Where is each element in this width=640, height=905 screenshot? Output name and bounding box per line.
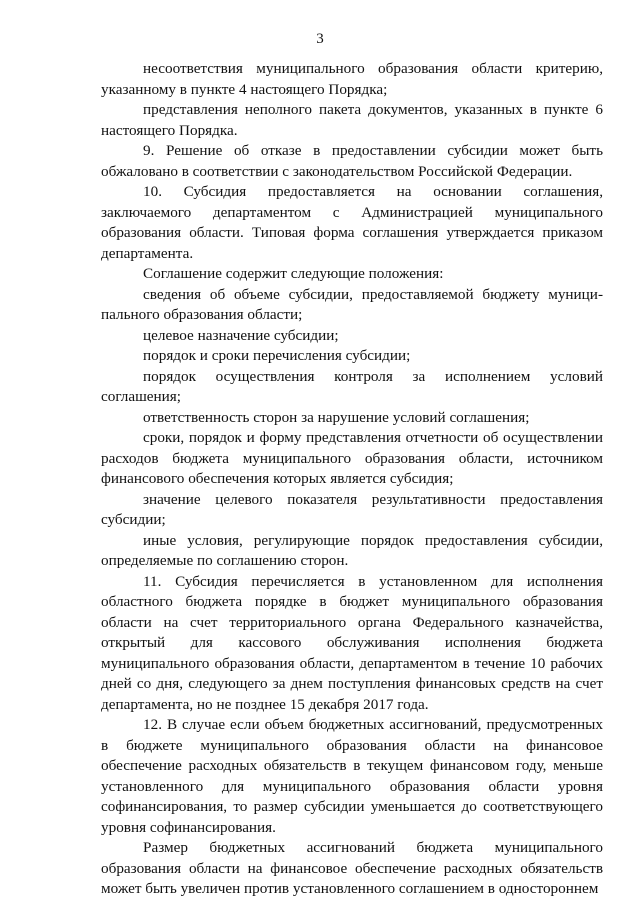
paragraph: 9. Решение об отказе в предоставлении субсидии может быть обжаловано в соответствии с законодательством Российской Федерации. [101, 142, 603, 180]
document-body [101, 59, 603, 900]
paragraph: сроки, порядок и форму представления отчетности об осуществлении расходов бюджета муниципального образования области, источником финансового обеспечения которых является субсидия; [101, 429, 603, 487]
paragraph: порядок осуществления контроля за исполнением условий соглашения; [101, 367, 603, 405]
paragraph: целевое назначение субсидии; [143, 326, 339, 344]
paragraph: Размер бюджетных ассигнований бюджета муниципального образования области на финансовое обеспечение расходных обязательств может быть увеличен против установленного соглашением в одностороннем [101, 839, 603, 897]
paragraph: сведения об объеме субсидии, предоставляемой бюджету муниципального образования области; [101, 285, 603, 323]
paragraph: значение целевого показателя результативности предоставления субсидии; [101, 490, 603, 528]
paragraph: иные условия, регулирующие порядок предоставления субсидии, определяемые по соглашению сторон. [101, 531, 603, 569]
paragraph: 12. В случае если объем бюджетных ассигнований, предусмотренных в бюджете муниципального образования области на финансовое обеспечение расходных обязательств в текущем финансовом году, меньше установленного для муниципального образования области уровня софинансирования, то размер субсидии уменьшается до соответствующего уровня софинансирования. [101, 716, 603, 836]
paragraph: представления неполного пакета документов, указанных в пункте 6 настоящего Порядка. [101, 101, 603, 139]
paragraph: 11. Субсидия перечисляется в установленном для исполнения областного бюджета порядке в бюджет муниципального образования области на счет территориального органа Федерального казначейства, открытый для кассового обслуживания исполнения бюджета муниципального образования области, департаментом в течение 10 рабочих дней со дня, следующего за днем поступления финансовых средств на счет департамента, но не позднее 15 декабря 2017 года. [101, 572, 603, 713]
paragraph: 10. Субсидия предоставляется на основании соглашения, заключаемого департаментом с Администрацией муниципального образования области. Типовая форма соглашения утверждается приказом департамента. [101, 183, 603, 262]
page-number: 3 [316, 31, 324, 47]
paragraph: Соглашение содержит следующие положения: [143, 265, 444, 282]
paragraph: порядок и сроки перечисления субсидии; [143, 347, 411, 364]
paragraph: ответственность сторон за нарушение условий соглашения; [143, 408, 530, 426]
paragraph: несоответствия муниципального образования области критерию, указанному в пункте 4 настоящего Порядка; [101, 60, 603, 98]
